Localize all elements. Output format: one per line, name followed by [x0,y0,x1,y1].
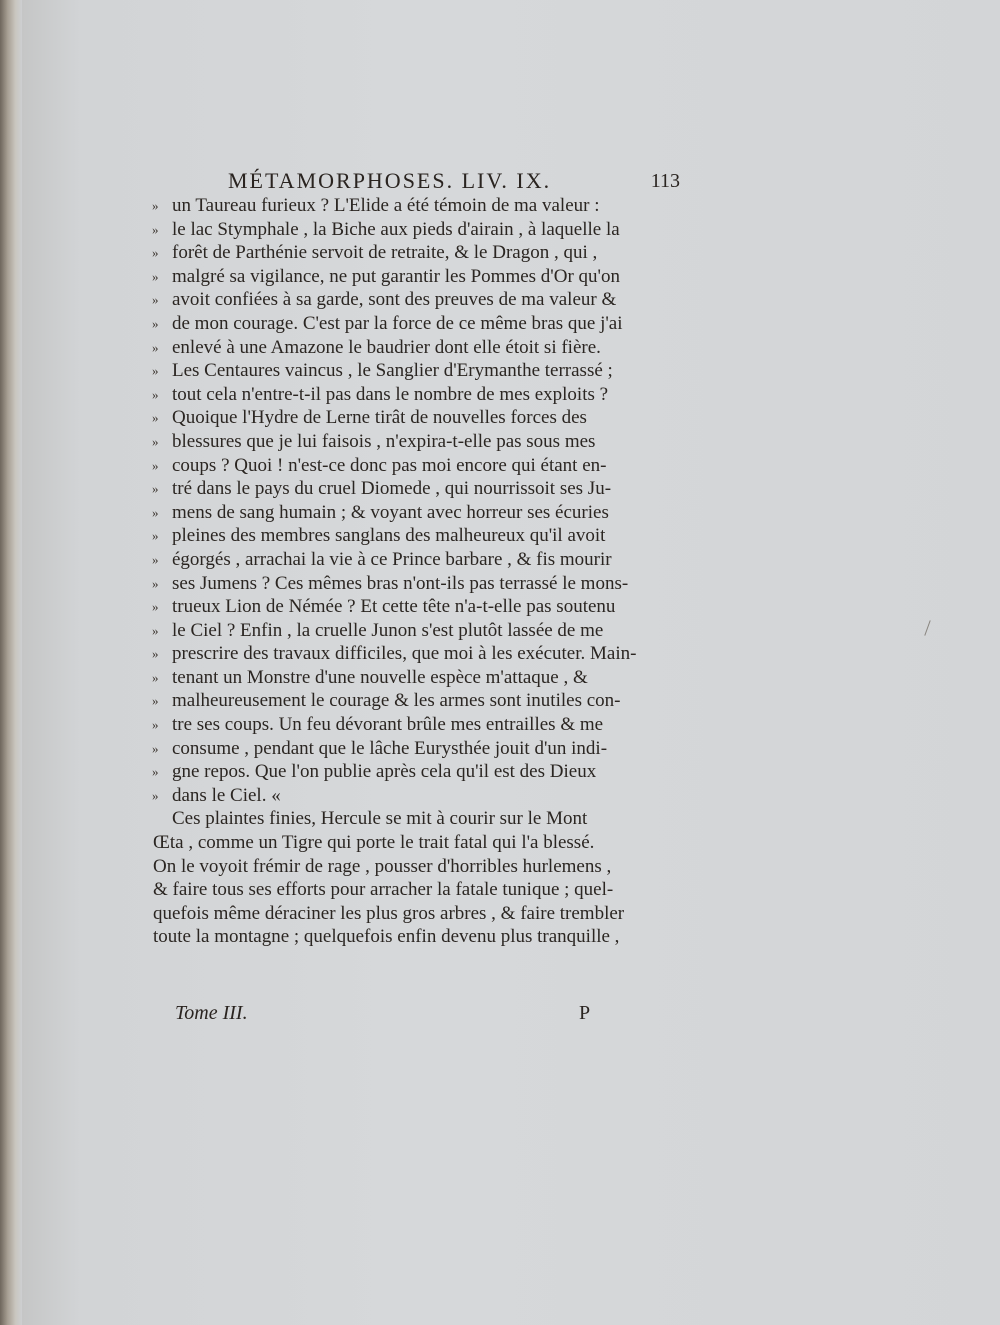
book-spine-shadow [0,0,22,1325]
quotation-mark: » [152,410,159,426]
quotation-mark: » [152,457,159,473]
quotation-mark: » [152,433,159,449]
line-text: toute la montagne ; quelquefois enfin devenu plus tranquille , [153,926,620,948]
text-line [152,312,680,336]
text-line [152,477,680,501]
line-text: le Ciel ? Enfin , la cruelle Junon s'est plutôt lassée de me [172,619,604,641]
text-line [152,878,680,902]
text-line [152,642,680,666]
line-text: On le voyoit frémir de rage , pousser d'horribles hurlemens , [153,855,612,877]
text-line [152,807,680,831]
text-line [152,359,680,383]
line-text: mens de sang humain ; & voyant avec horreur ses écuries [172,501,609,523]
line-text: dans le Ciel. « [172,784,281,806]
quotation-mark: » [152,339,159,355]
body-text [152,194,680,949]
quotation-mark: » [152,315,159,331]
line-text: Ces plaintes finies, Hercule se mit à courir sur le Mont [172,808,588,830]
line-text: tenant un Monstre d'une nouvelle espèce m'attaque , & [172,666,588,688]
quotation-mark: » [152,221,159,237]
text-line [152,501,680,525]
text-line [152,288,680,312]
quotation-mark: » [152,717,159,733]
quotation-mark: » [152,528,159,544]
text-line [152,265,680,289]
line-text: malheureusement le courage & les armes sont inutiles con- [172,690,621,712]
line-text: égorgés , arrachai la vie à ce Prince barbare , & fis mourir [172,548,612,570]
text-line [152,666,680,690]
line-text: consume , pendant que le lâche Eurysthée jouit d'un indi- [172,737,608,759]
quotation-mark: » [152,268,159,284]
page-number: 113 [650,170,680,192]
line-text: malgré sa vigilance, ne put garantir les Pommes d'Or qu'on [172,265,620,287]
text-line [152,430,680,454]
quotation-mark: » [152,292,159,308]
quotation-mark: » [152,481,159,497]
text-line [152,406,680,430]
text-line [152,689,680,713]
quotation-mark: » [152,646,159,662]
line-text: gne repos. Que l'on publie après cela qu'il est des Dieux [172,761,597,783]
text-line [152,336,680,360]
quotation-mark: » [152,575,159,591]
line-text: tre ses coups. Un feu dévorant brûle mes entrailles & me [172,714,604,736]
line-text: trueux Lion de Némée ? Et cette tête n'a-t-elle pas soutenu [172,596,616,618]
text-line [152,855,680,879]
text-line [152,760,680,784]
line-text: & faire tous ses efforts pour arracher la fatale tunique ; quel- [153,879,614,901]
quotation-mark: » [152,198,159,213]
quotation-mark: » [152,764,159,780]
text-line [152,548,680,572]
text-line [152,737,680,761]
text-line [152,218,680,242]
line-text: un Taureau furieux ? L'Elide a été témoin de ma valeur : [172,195,600,216]
line-text: enlevé à une Amazone le baudrier dont elle étoit si fière. [172,336,601,358]
line-text: blessures que je lui faisois , n'expira-t-elle pas sous mes [172,430,596,452]
running-header [228,168,680,196]
volume-label: Tome III. [175,1002,248,1024]
line-text: Les Centaures vaincus , le Sanglier d'Erymanthe terrassé ; [172,360,613,382]
line-text: Quoique l'Hydre de Lerne tirât de nouvelles forces des [172,407,587,429]
quotation-mark: » [152,787,159,803]
line-text: tout cela n'entre-t-il pas dans le nombre de mes exploits ? [172,383,609,405]
text-line [152,713,680,737]
quotation-mark: » [152,622,159,638]
text-line [152,831,680,855]
signature-mark: P [579,1002,591,1024]
line-text: pleines des membres sanglans des malheureux qu'il avoit [172,525,606,547]
quotation-mark: » [152,740,159,756]
running-title: MÉTAMORPHOSES. LIV. IX. [228,168,552,193]
text-line [152,925,680,949]
quotation-mark: » [152,599,159,615]
line-text: tré dans le pays du cruel Diomede , qui nourrissoit ses Ju- [172,478,612,500]
text-line [152,454,680,478]
quotation-mark: » [152,504,159,520]
line-text: Œta , comme un Tigre qui porte le trait fatal qui l'a blessé. [153,832,595,854]
text-line [152,383,680,407]
line-text: le lac Stymphale , la Biche aux pieds d'airain , à laquelle la [172,218,620,240]
page-footer [175,1002,595,1028]
line-text: quefois même déraciner les plus gros arbres , & faire trembler [153,902,625,924]
text-line [152,784,680,808]
line-text: avoit confiées à sa garde, sont des preuves de ma valeur & [172,289,617,311]
text-line [152,524,680,548]
line-text: de mon courage. C'est par la force de ce même bras que j'ai [172,312,623,334]
text-line [152,572,680,596]
line-text: coups ? Quoi ! n'est-ce donc pas moi encore qui étant en- [172,454,607,476]
text-line [152,595,680,619]
text-line [152,194,680,218]
line-text: prescrire des travaux difficiles, que moi à les exécuter. Main- [172,643,637,665]
text-line [152,619,680,643]
quotation-mark: » [152,669,159,685]
quotation-mark: » [152,693,159,709]
line-text: forêt de Parthénie servoit de retraite, & le Dragon , qui , [172,242,598,264]
quotation-mark: » [152,245,159,261]
line-text: ses Jumens ? Ces mêmes bras n'ont-ils pas terrassé le mons- [172,572,629,594]
quotation-mark: » [152,551,159,567]
quotation-mark: » [152,386,159,402]
text-line [152,902,680,926]
quotation-mark: » [152,363,159,379]
text-line [152,241,680,265]
